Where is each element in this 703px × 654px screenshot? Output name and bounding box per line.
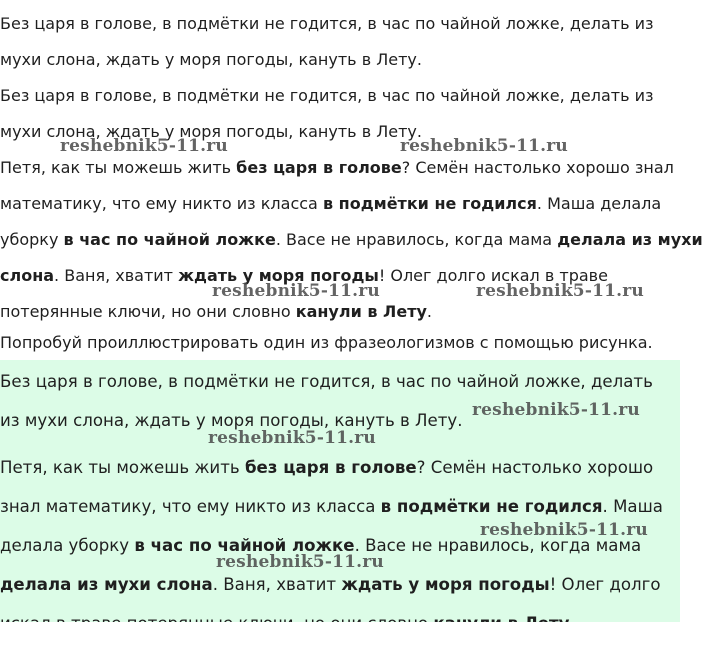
text-line: Без царя в голове, в подмётки не годится, в час по чайной ложке, делать <box>0 372 653 391</box>
text: ? Семён настолько хорошо <box>416 458 654 477</box>
watermark: reshebnik5-11.ru <box>212 281 380 301</box>
text: знал математику, что ему никто из класса <box>0 497 381 516</box>
watermark: reshebnik5-11.ru <box>208 428 376 448</box>
idiom: делала из мухи слона <box>0 575 213 594</box>
page-bottom <box>0 622 680 654</box>
text-line: Без царя в голове, в подмётки не годится, в час по чайной ложке, делать из <box>0 86 654 105</box>
text: . Васе не нравилось, когда мама <box>275 230 558 249</box>
text: потерянные ключи, но они словно <box>0 302 296 321</box>
text: делала уборку <box>0 536 135 555</box>
text: . Маша <box>602 497 663 516</box>
story-paragraph <box>0 150 703 330</box>
text: ! Олег долго искал в траве <box>378 266 608 285</box>
watermark: reshebnik5-11.ru <box>476 281 644 301</box>
idiom: без царя в голове <box>244 458 417 477</box>
watermark: reshebnik5-11.ru <box>472 400 640 420</box>
idiom: ждать у моря погоды <box>341 575 550 594</box>
text: . Васе не нравилось, когда мама <box>354 536 642 555</box>
text-line: мухи слона, ждать у моря погоды, кануть в Лету. <box>0 122 422 141</box>
watermark: reshebnik5-11.ru <box>400 136 568 156</box>
watermark: reshebnik5-11.ru <box>480 520 648 540</box>
text: Петя, как ты можешь жить <box>0 158 237 177</box>
phrase-list-1 <box>0 6 680 78</box>
watermark: reshebnik5-11.ru <box>216 552 384 572</box>
idiom: в подмётки не годился <box>322 194 537 213</box>
text-line: Без царя в голове, в подмётки не годится, в час по чайной ложке, делать из <box>0 14 654 33</box>
text: . Ваня, хватит <box>54 266 179 285</box>
idiom: канули в Лету <box>295 302 427 321</box>
idiom: в час по чайной ложке <box>63 230 276 249</box>
watermark: reshebnik5-11.ru <box>60 136 228 156</box>
text: ? Семён настолько хорошо знал <box>401 158 674 177</box>
answer-story <box>0 448 663 643</box>
text-line: мухи слона, ждать у моря погоды, кануть в Лету. <box>0 50 422 69</box>
idiom: без царя в голове <box>236 158 402 177</box>
text: математику, что ему никто из класса <box>0 194 323 213</box>
idiom: в час по чайной ложке <box>134 536 355 555</box>
text: Петя, как ты можешь жить <box>0 458 245 477</box>
text-line: из мухи слона, ждать у моря погоды, кануть в Лету. <box>0 411 463 430</box>
text: . <box>426 302 432 321</box>
idiom: слона <box>0 266 55 285</box>
text: уборку <box>0 230 64 249</box>
idiom: делала из мухи <box>557 230 703 249</box>
text: ! Олег долго <box>549 575 661 594</box>
text: . Маша делала <box>536 194 662 213</box>
idiom: в подмётки не годился <box>380 497 603 516</box>
text: . Ваня, хватит <box>212 575 342 594</box>
idiom: ждать у моря погоды <box>178 266 379 285</box>
drawing-prompt: Попробуй проиллюстрировать один из фразеологизмов с помощью рисунка. <box>0 333 653 352</box>
